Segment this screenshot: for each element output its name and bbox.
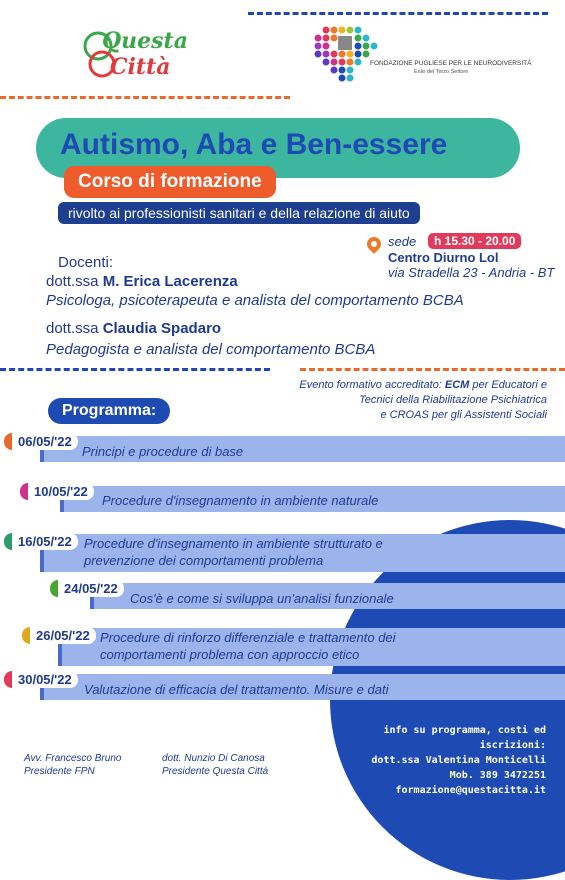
dots-logo-icon	[312, 22, 382, 96]
accreditation-line-3: e CROAS per gli Assistenti Sociali	[380, 409, 547, 421]
session-date: 24/05/'22	[50, 580, 124, 597]
session-title: Principi e procedure di base	[82, 444, 244, 459]
contact-phone: Mob. 389 3472251	[449, 770, 546, 781]
contact-name: dott.ssa Valentina Monticelli	[371, 755, 546, 766]
session-date: 30/05/'22	[4, 671, 78, 688]
divider-mid	[0, 368, 270, 371]
divider-top	[248, 12, 548, 15]
teacher-1-prefix: dott.ssa	[46, 273, 103, 290]
signature-1	[24, 752, 121, 778]
session-title: Valutazione di efficacia del trattamento. Misure e dati	[84, 682, 389, 697]
audience-bar: rivolto ai professionisti sanitari e della relazione di aiuto	[58, 202, 420, 224]
teachers-label: Docenti:	[58, 254, 114, 271]
program-heading: Programma:	[48, 398, 170, 424]
fondazione-subtitle: Ente del Terzo Settore	[414, 69, 469, 75]
teacher-2	[46, 320, 221, 337]
signature-1-role: Presidente FPN	[24, 766, 95, 777]
accreditation-line-2: Tecnici della Riabilitazione Psichiatrica	[359, 394, 547, 406]
divider-right	[300, 368, 565, 371]
session-title: Cos'è e come si sviluppa un'analisi funzionale	[130, 591, 394, 606]
teacher-1-name: M. Erica Lacerenza	[102, 273, 238, 290]
divider-left	[0, 96, 290, 99]
session-date: 16/05/'22	[4, 533, 78, 550]
session-date: 06/05/'22	[4, 433, 78, 450]
venue-label: sede	[388, 234, 417, 249]
teacher-2-prefix: dott.ssa	[46, 320, 103, 337]
session-title: Procedure d'insegnamento in ambiente naturale	[102, 493, 379, 508]
teacher-2-name: Claudia Spadaro	[102, 320, 222, 337]
course-subtitle: Corso di formazione	[64, 166, 276, 198]
signature-2-name: dott. Nunzio Di Canosa	[162, 753, 265, 764]
teacher-2-role: Pedagogista e analista del comportamento BCBA	[46, 341, 376, 358]
session-title: Procedure di rinforzo differenziale e trattamento dei comportamenti problema con approccio etico	[100, 630, 396, 662]
accreditation-line-1: Evento formativo accreditato: ECM per Educatori e	[299, 379, 547, 391]
signature-2-role: Presidente Questa Città	[162, 766, 269, 777]
session-date: 26/05/'22	[22, 627, 96, 644]
teacher-1-role: Psicologa, psicoterapeuta e analista del comportamento BCBA	[46, 292, 464, 309]
venue-name: Centro Diurno Lol	[388, 250, 499, 265]
logo-text-questa: Questa	[102, 28, 188, 54]
signature-1-name: Avv. Francesco Bruno	[24, 753, 122, 764]
contact-info-heading: info su programma, costi ed iscrizioni:	[383, 725, 546, 751]
hours-badge: h 15.30 - 20.00	[428, 233, 521, 249]
session-title: Procedure d'insegnamento in ambiente strutturato e prevenzione dei comportamenti problema	[84, 536, 383, 568]
contact-info	[316, 723, 546, 798]
location-pin-icon	[364, 234, 384, 254]
session-date: 10/05/'22	[20, 483, 94, 500]
venue-address: via Stradella 23 - Andria - BT	[388, 265, 555, 280]
teacher-1	[46, 273, 238, 290]
questa-citta-logo	[82, 24, 202, 84]
accreditation-note	[299, 378, 547, 423]
signature-2	[162, 752, 268, 778]
fondazione-name: FONDAZIONE PUGLIESE PER LE NEURODIVERSITÀ	[370, 60, 532, 67]
fondazione-logo	[312, 22, 532, 96]
decorative-circle	[330, 520, 565, 880]
contact-email[interactable]: formazione@questacitta.it	[395, 785, 546, 796]
logo-text-citta: Città	[110, 54, 171, 80]
page-title: Autismo, Aba e Ben-essere	[60, 128, 448, 161]
